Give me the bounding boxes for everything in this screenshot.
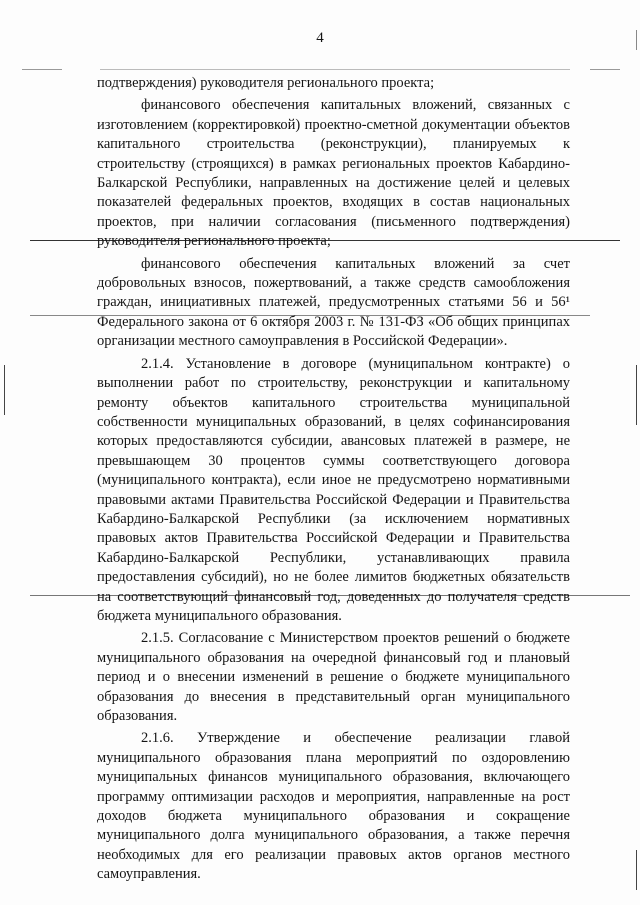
scan-mark-top-right [590, 69, 620, 70]
scan-mark-top-mid [100, 69, 570, 70]
paragraph-5: 2.1.5. Согласование с Министерством проектов решений о бюджете муниципального образования на очередной финансовый год и плановый период и о внесении изменений в решение о бюджете муниципального образования до внесения в представительный орган муниципального образования. [97, 630, 570, 724]
paragraph-4: 2.1.4. Установление в договоре (муниципальном контракте) о выполнении работ по строительству, реконструкции и капитальному ремонту объектов капитального строительства муниципальной собственности муниципальных образований, в целях софинансирования которых предоставляются субсидии, авансовых платежей в размере, не превышающем 30 процентов суммы соответствующего договора (муниципального контракта), если иное не предусмотрено нормативными правовыми актами Правительства Российской Федерации и Правительства Кабардино-Балкарской Республики (за исключением нормативных правовых актов Правительства Российской Федерации и Правительства Кабардино-Балкарской Республики, устанавливающих правила предоставления субсидий), но не более лимитов бюджетных обязательств на соответствующий финансовый год, доведенных до получателя средств бюджета муниципального образования. [97, 355, 570, 624]
scan-edge-mark-right-2 [636, 850, 637, 890]
scan-edge-mark-right-1 [636, 365, 637, 425]
document-body [97, 74, 570, 885]
scan-edge-mark-top-right [636, 30, 637, 50]
paragraph-1: подтверждения) руководителя регионального проекта; [97, 75, 435, 91]
paragraph-3: финансового обеспечения капитальных вложений за счет добровольных взносов, пожертвований, а также средств самообложения граждан, инициативных платежей, предусмотренных статьями 56 и 56¹ Федерального закона от 6 октября 2003 г. № 131-ФЗ «Об общих принципах организации местного самоуправления в Российской Федерации». [97, 255, 570, 350]
paragraph-6: 2.1.6. Утверждение и обеспечение реализации главой муниципального образования плана мероприятий по оздоровлению муниципальных финансов муниципального образования, включающего программу оптимизации расходов и мероприятия, направленные на рост доходов бюджета муниципального образования и сокращение муниципального долга муниципального образования, а также перечня необходимых для его реализации правовых актов органов местного самоуправления. [97, 730, 570, 883]
scan-edge-mark-left-1 [4, 365, 5, 415]
page-number: 4 [316, 30, 324, 46]
paragraph-2: финансового обеспечения капитальных вложений, связанных с изготовлением (корректировкой) проектно-сметной документации объектов капитального строительства (реконструкции), планируемых к строительству (строящихся) в рамках региональных проектов Кабардино-Балкарской Республики, направленных на достижение целей и целевых показателей федеральных проектов, входящих в состав национальных проектов, при наличии согласования (письменного подтверждения) руководителя регионального проекта; [97, 97, 570, 250]
scan-mark-top-left [22, 69, 62, 70]
